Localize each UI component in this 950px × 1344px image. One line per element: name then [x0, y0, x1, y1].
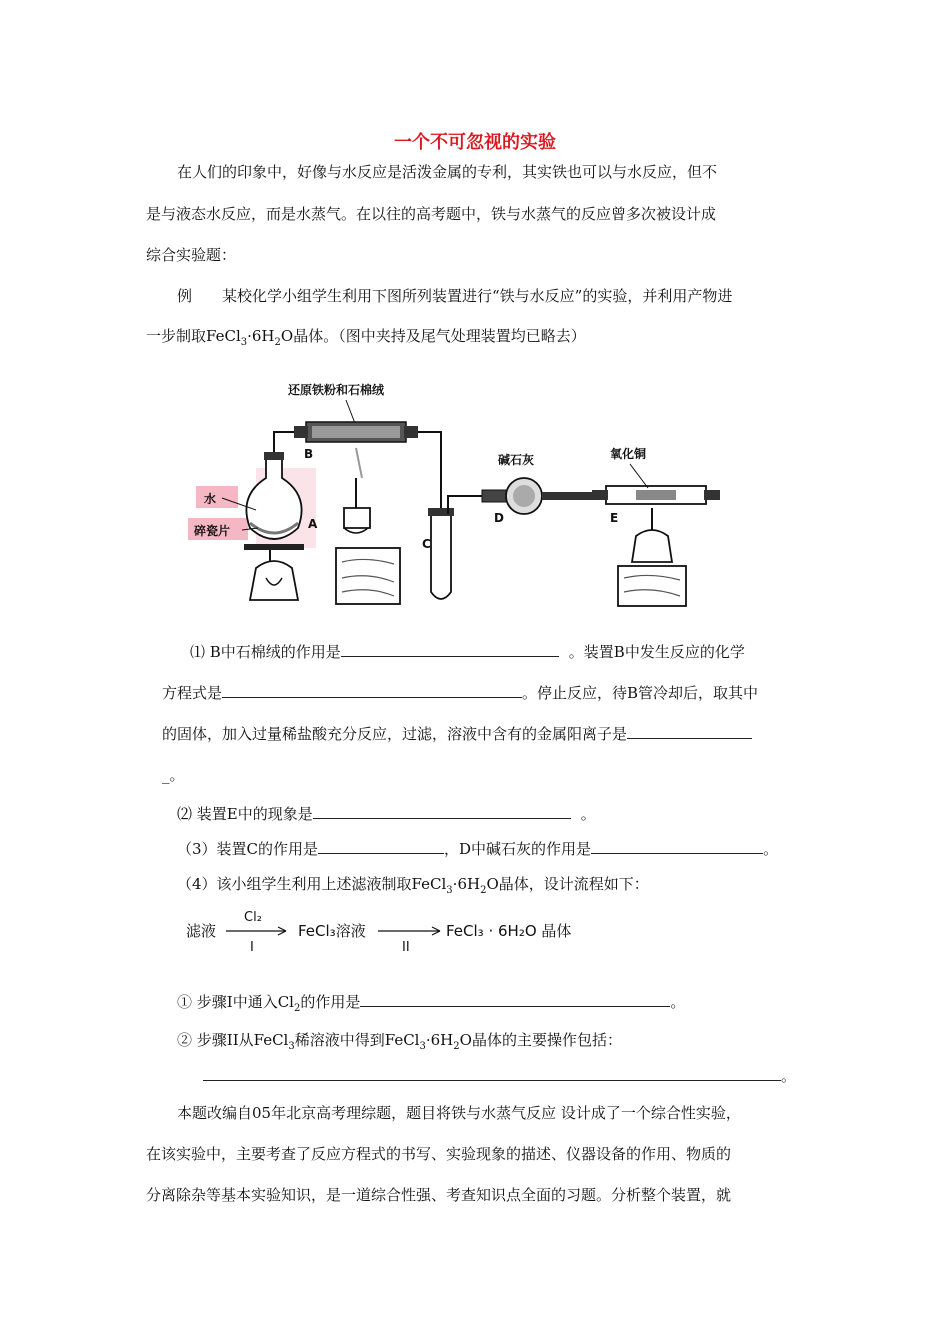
flask-stopper [264, 452, 284, 460]
q4-line: （4）该小组学生利用上述滤液制取$FeCl_3\cdot 6H_2O$晶体，设计流程如下： [177, 875, 649, 896]
label-water: 水 [204, 492, 217, 506]
flow-step-1: I [250, 940, 254, 955]
q1-line-4: _。 [162, 766, 185, 784]
q1-line-3: 的固体，加入过量稀盐酸充分反应，过滤，溶液中含有的金属阳离子是 [162, 724, 752, 744]
burner-a [250, 561, 298, 600]
q1-blank-3[interactable] [627, 724, 752, 739]
flow-middle: FeCl₃溶液 [298, 922, 366, 940]
step2-answer-line: 。 [203, 1066, 796, 1086]
q1-line-2: 方程式是 。停止反应，待B管冷却后，取其中 [162, 684, 759, 702]
label-cuo: 氧化铜 [610, 447, 647, 461]
page-title: 一个不可忽视的实验 [394, 132, 556, 153]
pointer-cuo [630, 464, 648, 488]
step1-blank[interactable] [360, 992, 670, 1007]
label-d: D [494, 511, 504, 525]
burner-e [632, 530, 672, 562]
wood-block-e [618, 566, 686, 606]
q1-blank-2[interactable] [222, 683, 522, 698]
step2-blank[interactable] [203, 1066, 781, 1081]
test-tube-c [431, 514, 451, 599]
closing-line-1: 本题改编自05年北京高考理综题，题目将铁与水蒸气反应 设计成了一个综合性实验， [177, 1104, 741, 1122]
apparatus-figure [186, 378, 746, 618]
stopper-b-right [404, 426, 418, 438]
q3-line: （3）装置C的作用是 ，D中碱石灰的作用是 。 [177, 840, 779, 858]
highlight-water [196, 486, 238, 508]
closing-line-3: 分离除杂等基本实验知识，是一道综合性强、考查知识点全面的习题。分析整个装置，就 [146, 1186, 732, 1204]
example-line-2: 一步制取$FeCl_3\cdot 6H_2O$晶体。（图中夹持及尾气处理装置均已略去） [146, 327, 586, 348]
stopper-b-left [294, 426, 308, 438]
flow-end: FeCl₃ · 6H₂O 晶体 [446, 922, 572, 940]
tube-b-fill [312, 426, 400, 438]
flow-reagent: Cl₂ [244, 910, 262, 925]
flow-start: 滤液 [186, 922, 217, 940]
example-line-1 [177, 286, 732, 306]
step1-question: ① 步骤I中通入$Cl_2$的作用是 。 [177, 993, 686, 1014]
label-soda-lime: 碱石灰 [498, 453, 535, 467]
label-chips: 碎瓷片 [194, 524, 231, 538]
label-iron-powder: 还原铁粉和石棉绒 [288, 383, 385, 397]
stopper-c [428, 508, 454, 516]
ring-a [244, 544, 304, 550]
q1-blank-1[interactable] [341, 642, 559, 657]
example-text: 某校化学小组学生利用下图所列装置进行“铁与水反应”的实验，并利用产物进 [222, 287, 733, 305]
tube-a-b [274, 432, 294, 454]
closing-line-2: 在该实验中，主要考查了反应方程式的书写、实验现象的描述、仪器设备的作用、物质的 [146, 1145, 732, 1163]
tube-b-c [418, 432, 441, 513]
label-b: B [304, 447, 314, 461]
flow-scheme [180, 905, 600, 957]
flame-b [356, 448, 362, 478]
stopper-e-left [592, 490, 608, 500]
label-a: A [308, 517, 318, 531]
intro-line-1: 在人们的印象中，好像与水反应是活泼金属的专利，其实铁也可以与水反应，但不 [177, 163, 718, 181]
label-c: C [422, 537, 431, 551]
bulb-d-fill [513, 485, 535, 507]
tube-d-e [542, 492, 592, 500]
label-e: E [610, 511, 619, 525]
step2-question: ② 步骤II从FeCl$_3$稀溶液中得到$FeCl_3\cdot 6H_2O$晶体的主要操作包括： [177, 1031, 622, 1052]
flow-step-2: II [402, 940, 410, 955]
q2-line: ⑵ 装置E中的现象是 。 [177, 805, 596, 823]
q3-blank-2[interactable] [591, 839, 763, 854]
q3-blank-1[interactable] [318, 839, 444, 854]
q1-line-1: ⑴ B中石棉绒的作用是 。装置B中发生反应的化学 [190, 643, 745, 661]
burner-b [344, 508, 370, 528]
tube-e-fill [636, 490, 676, 500]
example-label: 例 [177, 287, 193, 305]
intro-line-3: 综合实验题： [146, 246, 237, 264]
intro-line-2: 是与液态水反应，而是水蒸气。在以往的高考题中，铁与水蒸气的反应曾多次被设计成 [146, 205, 717, 223]
q2-blank[interactable] [313, 804, 571, 819]
stopper-e-right [704, 490, 720, 500]
